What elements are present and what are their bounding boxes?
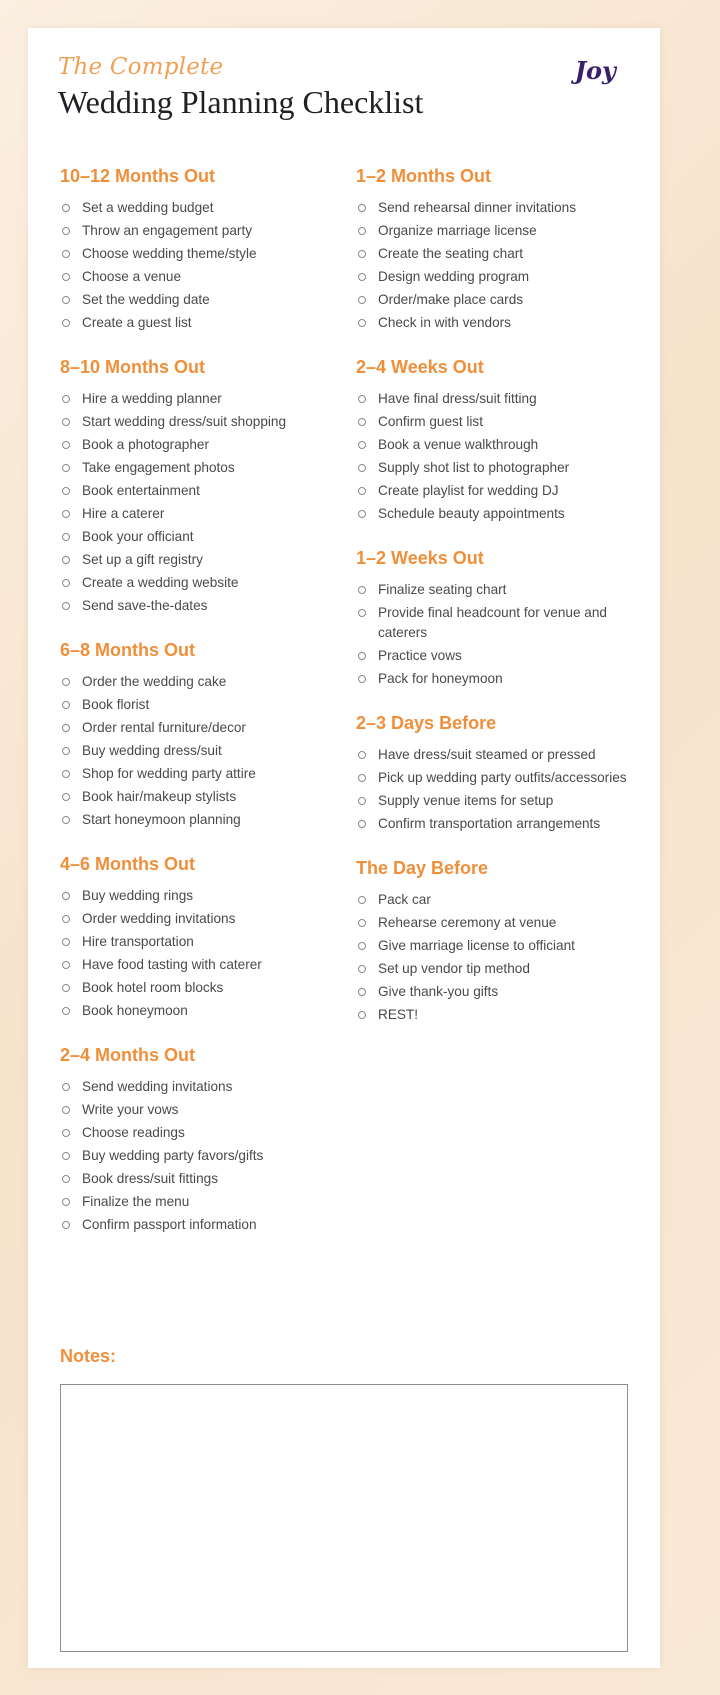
checklist-item-label: Write your vows: [82, 1102, 179, 1117]
checklist-item-label: Choose wedding theme/style: [82, 246, 257, 261]
checklist-item: [60, 527, 360, 547]
checklist-item-label: Book your officiant: [82, 529, 194, 544]
circle-bullet-icon: [358, 919, 366, 927]
checklist-item: [60, 672, 360, 692]
circle-bullet-icon: [358, 1011, 366, 1019]
checklist-item: [356, 913, 656, 933]
checklist-items: [356, 890, 656, 1025]
circle-bullet-icon: [358, 774, 366, 782]
checklist-item-label: Book a photographer: [82, 437, 209, 452]
circle-bullet-icon: [62, 487, 70, 495]
section-the-day-before: [356, 856, 656, 1025]
checklist-item: [356, 313, 656, 333]
circle-bullet-icon: [62, 441, 70, 449]
circle-bullet-icon: [62, 464, 70, 472]
checklist-item: [356, 504, 656, 524]
section-title: 2–3 Days Before: [356, 713, 497, 733]
checklist-item-label: Throw an engagement party: [82, 223, 253, 238]
checklist-items: [60, 389, 360, 616]
circle-bullet-icon: [358, 510, 366, 518]
checklist-item-label: Order/make place cards: [378, 292, 524, 307]
checklist-item-label: Book hair/makeup stylists: [82, 789, 237, 804]
circle-bullet-icon: [358, 942, 366, 950]
circle-bullet-icon: [62, 273, 70, 281]
checklist-item: [60, 932, 360, 952]
checklist-item-label: Book florist: [82, 697, 150, 712]
checklist-item: [60, 221, 360, 241]
joy-logo: Joy: [574, 56, 616, 85]
checklist-item: [60, 955, 360, 975]
checklist-item-label: Order wedding invitations: [82, 911, 236, 926]
section-title: 1–2 Months Out: [356, 166, 492, 186]
circle-bullet-icon: [358, 296, 366, 304]
circle-bullet-icon: [62, 1198, 70, 1206]
checklist-item: [356, 435, 656, 455]
checklist-item-label: Set up a gift registry: [82, 552, 203, 567]
checklist-items: [356, 198, 656, 333]
circle-bullet-icon: [358, 896, 366, 904]
checklist-item-label: Book entertainment: [82, 483, 200, 498]
circle-bullet-icon: [62, 204, 70, 212]
circle-bullet-icon: [62, 1221, 70, 1229]
circle-bullet-icon: [358, 965, 366, 973]
circle-bullet-icon: [62, 1152, 70, 1160]
checklist-items: [356, 580, 656, 689]
circle-bullet-icon: [62, 701, 70, 709]
checklist-item: [60, 1215, 360, 1235]
checklist-item-label: Check in with vendors: [378, 315, 511, 330]
checklist-item-label: Pack car: [378, 892, 431, 907]
section-6-8-months-out: [60, 638, 360, 830]
checklist-item: [60, 198, 360, 218]
circle-bullet-icon: [358, 609, 366, 617]
checklist-item-label: Create a wedding website: [82, 575, 239, 590]
checklist-item-label: Start wedding dress/suit shopping: [82, 414, 287, 429]
section-title: 2–4 Months Out: [60, 1045, 196, 1065]
checklist-item: [356, 745, 656, 765]
checklist-item: [60, 267, 360, 287]
checklist-items: [60, 1077, 360, 1235]
checklist-item: [60, 290, 360, 310]
checklist-item-label: Book hotel room blocks: [82, 980, 224, 995]
checklist-item-label: Confirm transportation arrangements: [378, 816, 601, 831]
checklist-item: [356, 290, 656, 310]
checklist-item: [60, 764, 360, 784]
left-column: [60, 164, 360, 1257]
checklist-item: [60, 550, 360, 570]
checklist-item: [60, 504, 360, 524]
circle-bullet-icon: [358, 395, 366, 403]
circle-bullet-icon: [62, 770, 70, 778]
checklist-item-label: Supply shot list to photographer: [378, 460, 570, 475]
circle-bullet-icon: [62, 418, 70, 426]
checklist-item-label: Take engagement photos: [82, 460, 235, 475]
notes-label: Notes:: [60, 1346, 117, 1366]
circle-bullet-icon: [358, 586, 366, 594]
checklist-item: [356, 244, 656, 264]
checklist-item-label: Pick up wedding party outfits/accessories: [378, 770, 627, 785]
checklist-item-label: Have final dress/suit fitting: [378, 391, 537, 406]
checklist-items: [60, 672, 360, 830]
circle-bullet-icon: [62, 227, 70, 235]
circle-bullet-icon: [358, 487, 366, 495]
checklist-item: [60, 435, 360, 455]
checklist-item-label: Pack for honeymoon: [378, 671, 503, 686]
checklist-item-label: Confirm guest list: [378, 414, 484, 429]
checklist-item-label: Practice vows: [378, 648, 462, 663]
checklist-item: [356, 458, 656, 478]
checklist-item: [356, 389, 656, 409]
checklist-item: [60, 573, 360, 593]
checklist-item: [356, 198, 656, 218]
circle-bullet-icon: [62, 602, 70, 610]
checklist-item-label: Order rental furniture/decor: [82, 720, 246, 735]
circle-bullet-icon: [358, 464, 366, 472]
checklist-item-label: Have dress/suit steamed or pressed: [378, 747, 596, 762]
circle-bullet-icon: [62, 1083, 70, 1091]
checklist-item: [60, 695, 360, 715]
checklist-item: [60, 787, 360, 807]
checklist-item-label: Design wedding program: [378, 269, 530, 284]
section-1-2-weeks-out: [356, 546, 656, 689]
circle-bullet-icon: [62, 938, 70, 946]
checklist-item-label: Hire a wedding planner: [82, 391, 222, 406]
circle-bullet-icon: [358, 227, 366, 235]
checklist-item-label: Choose readings: [82, 1125, 185, 1140]
circle-bullet-icon: [62, 892, 70, 900]
circle-bullet-icon: [62, 747, 70, 755]
section-10-12-months-out: [60, 164, 360, 333]
circle-bullet-icon: [358, 988, 366, 996]
checklist-item-label: Rehearse ceremony at venue: [378, 915, 557, 930]
circle-bullet-icon: [358, 441, 366, 449]
checklist-item: [356, 890, 656, 910]
checklist-item: [60, 1123, 360, 1143]
notes-box[interactable]: [60, 1384, 628, 1652]
checklist-item: [60, 244, 360, 264]
circle-bullet-icon: [358, 675, 366, 683]
circle-bullet-icon: [62, 1175, 70, 1183]
checklist-items: [60, 886, 360, 1021]
checklist-item: [60, 596, 360, 616]
checklist-item-label: Hire a caterer: [82, 506, 165, 521]
checklist-item: [356, 580, 656, 600]
checklist-item-label: Book dress/suit fittings: [82, 1171, 218, 1186]
checklist-item-label: Book honeymoon: [82, 1003, 188, 1018]
checklist-item: [356, 481, 656, 501]
checklist-item-label: Set a wedding budget: [82, 200, 214, 215]
circle-bullet-icon: [62, 724, 70, 732]
circle-bullet-icon: [62, 533, 70, 541]
checklist-item: [356, 936, 656, 956]
checklist-items: [356, 745, 656, 834]
checklist-item-label: REST!: [378, 1007, 419, 1022]
checklist-item-label: Create the seating chart: [378, 246, 524, 261]
section-2-4-months-out: [60, 1043, 360, 1235]
checklist-item: [60, 389, 360, 409]
checklist-item-label: Supply venue items for setup: [378, 793, 554, 808]
checklist-item-label: Choose a venue: [82, 269, 182, 284]
checklist-item-label: Provide final headcount for venue and caterers: [378, 605, 607, 640]
checklist-item-label: Confirm passport information: [82, 1217, 257, 1232]
section-title: The Day Before: [356, 858, 489, 878]
section-title: 2–4 Weeks Out: [356, 357, 484, 377]
circle-bullet-icon: [358, 418, 366, 426]
checklist-item-label: Start honeymoon planning: [82, 812, 241, 827]
circle-bullet-icon: [358, 820, 366, 828]
circle-bullet-icon: [358, 204, 366, 212]
circle-bullet-icon: [62, 793, 70, 801]
checklist-item-label: Buy wedding rings: [82, 888, 194, 903]
circle-bullet-icon: [62, 1106, 70, 1114]
checklist-card: [28, 28, 660, 1668]
checklist-item: [60, 886, 360, 906]
checklist-item: [356, 603, 656, 643]
circle-bullet-icon: [62, 395, 70, 403]
section-title: 10–12 Months Out: [60, 166, 216, 186]
checklist-item-label: Shop for wedding party attire: [82, 766, 256, 781]
checklist-item: [60, 1169, 360, 1189]
checklist-item: [60, 481, 360, 501]
circle-bullet-icon: [62, 319, 70, 327]
checklist-item: [356, 1005, 656, 1025]
checklist-item-label: Finalize the menu: [82, 1194, 190, 1209]
circle-bullet-icon: [62, 961, 70, 969]
circle-bullet-icon: [358, 319, 366, 327]
checklist-item: [60, 741, 360, 761]
section-title: 8–10 Months Out: [60, 357, 206, 377]
header-script-title: The Complete: [58, 54, 224, 80]
circle-bullet-icon: [358, 250, 366, 258]
circle-bullet-icon: [62, 678, 70, 686]
checklist-item-label: Send save-the-dates: [82, 598, 208, 613]
checklist-item-label: Buy wedding party favors/gifts: [82, 1148, 264, 1163]
section-title: 1–2 Weeks Out: [356, 548, 484, 568]
circle-bullet-icon: [62, 816, 70, 824]
checklist-item: [356, 959, 656, 979]
checklist-item: [60, 909, 360, 929]
checklist-item-label: Buy wedding dress/suit: [82, 743, 222, 758]
section-title: 4–6 Months Out: [60, 854, 196, 874]
circle-bullet-icon: [62, 250, 70, 258]
circle-bullet-icon: [62, 296, 70, 304]
checklist-item-label: Give thank-you gifts: [378, 984, 499, 999]
checklist-items: [60, 198, 360, 333]
section-1-2-months-out: [356, 164, 656, 333]
circle-bullet-icon: [358, 273, 366, 281]
section-title: 6–8 Months Out: [60, 640, 196, 660]
checklist-item: [356, 768, 656, 788]
checklist-item: [60, 718, 360, 738]
checklist-item: [60, 1192, 360, 1212]
checklist-item: [356, 982, 656, 1002]
checklist-item: [356, 669, 656, 689]
checklist-item-label: Hire transportation: [82, 934, 194, 949]
checklist-item-label: Book a venue walkthrough: [378, 437, 539, 452]
checklist-item: [60, 458, 360, 478]
checklist-item-label: Schedule beauty appointments: [378, 506, 565, 521]
checklist-item-label: Create a guest list: [82, 315, 192, 330]
checklist-item-label: Set the wedding date: [82, 292, 210, 307]
checklist-item: [60, 1077, 360, 1097]
circle-bullet-icon: [62, 1007, 70, 1015]
section-2-4-weeks-out: [356, 355, 656, 524]
checklist-item: [60, 1146, 360, 1166]
circle-bullet-icon: [62, 984, 70, 992]
checklist-items: [356, 389, 656, 524]
checklist-item-label: Send rehearsal dinner invitations: [378, 200, 576, 215]
circle-bullet-icon: [62, 1129, 70, 1137]
checklist-item-label: Set up vendor tip method: [378, 961, 530, 976]
checklist-item-label: Send wedding invitations: [82, 1079, 233, 1094]
checklist-item: [356, 646, 656, 666]
checklist-item: [356, 221, 656, 241]
checklist-item-label: Organize marriage license: [378, 223, 537, 238]
section-4-6-months-out: [60, 852, 360, 1021]
right-column: [356, 164, 656, 1047]
circle-bullet-icon: [62, 915, 70, 923]
circle-bullet-icon: [62, 579, 70, 587]
circle-bullet-icon: [62, 556, 70, 564]
checklist-item: [356, 791, 656, 811]
circle-bullet-icon: [358, 751, 366, 759]
page-title: Wedding Planning Checklist: [58, 84, 424, 120]
section-2-3-days-before: [356, 711, 656, 834]
checklist-item: [60, 1100, 360, 1120]
checklist-item-label: Order the wedding cake: [82, 674, 227, 689]
checklist-item: [356, 267, 656, 287]
checklist-item: [356, 412, 656, 432]
checklist-item-label: Finalize seating chart: [378, 582, 507, 597]
section-8-10-months-out: [60, 355, 360, 616]
circle-bullet-icon: [358, 797, 366, 805]
checklist-item-label: Have food tasting with caterer: [82, 957, 262, 972]
checklist-item: [60, 1001, 360, 1021]
checklist-item: [60, 412, 360, 432]
checklist-item: [60, 313, 360, 333]
checklist-item: [60, 978, 360, 998]
circle-bullet-icon: [358, 652, 366, 660]
checklist-item: [356, 814, 656, 834]
checklist-item: [60, 810, 360, 830]
checklist-item-label: Create playlist for wedding DJ: [378, 483, 559, 498]
checklist-item-label: Give marriage license to officiant: [378, 938, 575, 953]
circle-bullet-icon: [62, 510, 70, 518]
